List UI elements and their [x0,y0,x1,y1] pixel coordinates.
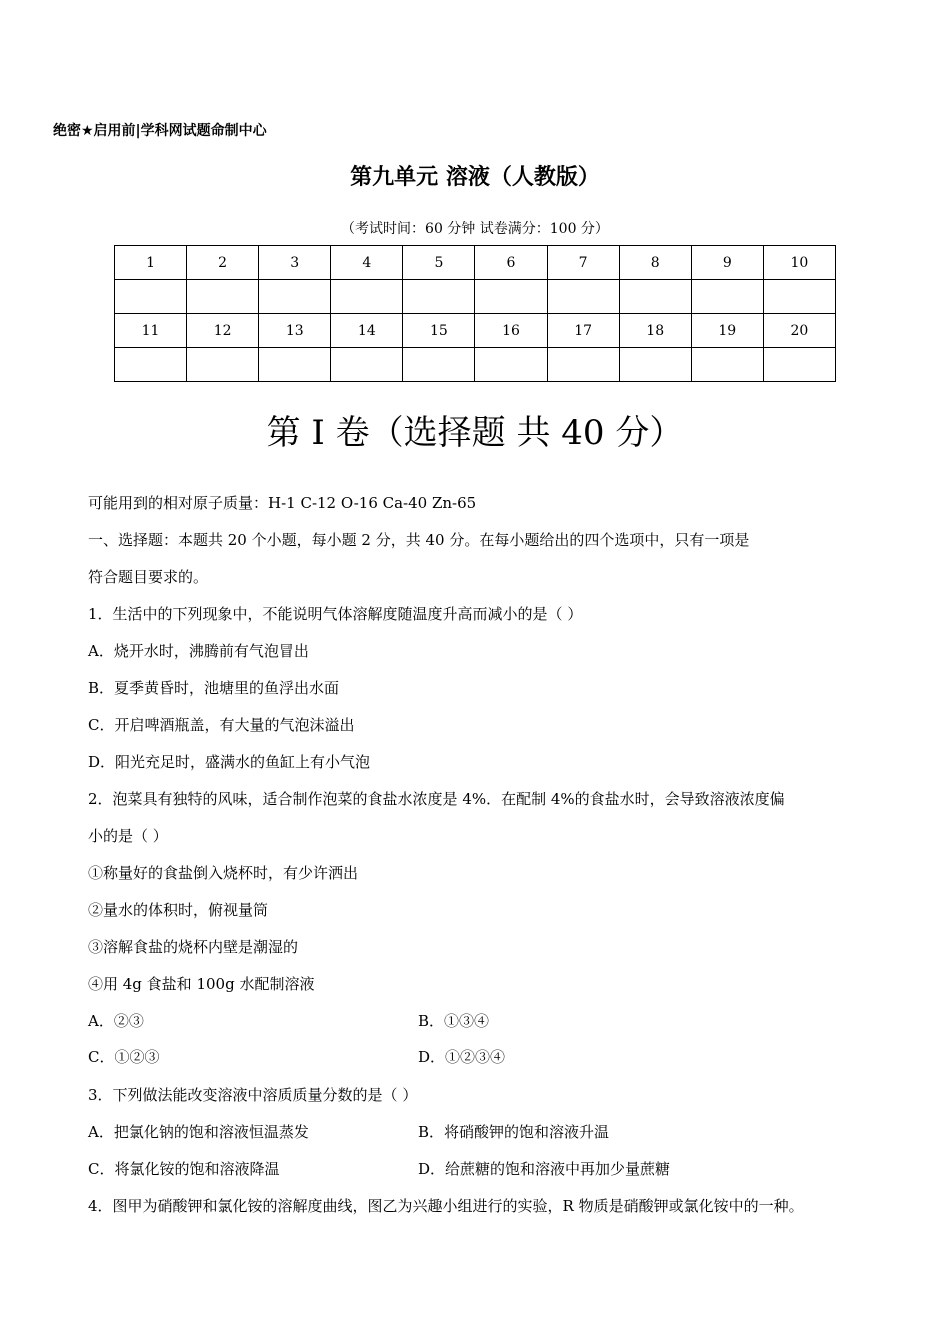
grid-number-cell: 1 [115,246,187,280]
question-2-statement-2: ②量水的体积时，俯视量筒 [88,901,269,919]
answer-cell[interactable] [115,348,187,382]
grid-number-cell: 2 [187,246,259,280]
question-2-stem-line-2: 小的是（ ） [88,827,168,845]
confidential-header: 绝密★启用前|学科网试题命制中心 [53,123,267,139]
question-3-stem: 3．下列做法能改变溶液中溶质质量分数的是（ ） [88,1086,418,1104]
question-2-stem-line-1: 2．泡菜具有独特的风味，适合制作泡菜的食盐水浓度是 4%．在配制 4%的食盐水时，会导致溶液浓度偏 [88,790,785,808]
grid-number-cell: 19 [691,314,763,348]
answer-cell[interactable] [547,348,619,382]
answer-cell[interactable] [691,280,763,314]
grid-number-cell: 18 [619,314,691,348]
answer-cell[interactable] [763,348,835,382]
answer-cell[interactable] [691,348,763,382]
grid-number-cell: 4 [331,246,403,280]
grid-number-cell: 9 [691,246,763,280]
grid-number-cell: 16 [475,314,547,348]
answer-cell[interactable] [475,348,547,382]
exam-info: （考试时间：60 分钟 试卷满分：100 分） [341,221,609,237]
question-2-statement-1: ①称量好的食盐倒入烧杯时，有少许洒出 [88,864,359,882]
section-title: 第 I 卷（选择题 共 40 分） [266,413,684,453]
answer-cell[interactable] [475,280,547,314]
answer-cell[interactable] [403,348,475,382]
atomic-masses: 可能用到的相对原子质量：H-1 C-12 O-16 Ca-40 Zn-65 [88,494,477,512]
answer-cell[interactable] [619,348,691,382]
question-3-option-c: C．将氯化铵的饱和溶液降温 [88,1160,280,1178]
question-3-option-d: D．给蔗糖的饱和溶液中再加少量蔗糖 [418,1160,671,1178]
answer-cell[interactable] [619,280,691,314]
instructions-line-1: 一、选择题：本题共 20 个小题，每小题 2 分，共 40 分。在每小题给出的四个选项中，只有一项是 [88,531,750,549]
page-title: 第九单元 溶液（人教版） [350,165,600,190]
answer-cell[interactable] [331,280,403,314]
answer-cell[interactable] [763,280,835,314]
answer-cell[interactable] [259,280,331,314]
answer-cell[interactable] [187,280,259,314]
grid-number-cell: 5 [403,246,475,280]
question-2-statement-3: ③溶解食盐的烧杯内壁是潮湿的 [88,938,299,956]
answer-grid-answer-row [115,280,836,314]
question-1-option-b: B．夏季黄昏时，池塘里的鱼浮出水面 [88,679,340,697]
question-2-option-a: A．②③ [88,1012,144,1030]
question-2-option-d: D．①②③④ [418,1048,506,1066]
grid-number-cell: 6 [475,246,547,280]
question-3-option-b: B．将硝酸钾的饱和溶液升温 [418,1123,610,1141]
question-2-statement-4: ④用 4g 食盐和 100g 水配制溶液 [88,975,315,993]
answer-cell[interactable] [115,280,187,314]
grid-number-cell: 13 [259,314,331,348]
answer-cell[interactable] [547,280,619,314]
question-2-option-c: C．①②③ [88,1048,160,1066]
answer-cell[interactable] [259,348,331,382]
answer-grid-numbers-row [115,314,836,348]
grid-number-cell: 10 [763,246,835,280]
question-1-stem: 1．生活中的下列现象中，不能说明气体溶解度随温度升高而减小的是（ ） [88,605,583,623]
question-1-option-c: C．开启啤酒瓶盖，有大量的气泡沫溢出 [88,716,355,734]
answer-grid-numbers-row [115,246,836,280]
grid-number-cell: 17 [547,314,619,348]
instructions-line-2: 符合题目要求的。 [88,568,209,586]
grid-number-cell: 14 [331,314,403,348]
grid-number-cell: 8 [619,246,691,280]
question-1-option-d: D．阳光充足时，盛满水的鱼缸上有小气泡 [88,753,371,771]
grid-number-cell: 12 [187,314,259,348]
answer-grid [114,245,836,382]
question-2-option-b: B．①③④ [418,1012,490,1030]
question-1-option-a: A．烧开水时，沸腾前有气泡冒出 [88,642,309,660]
grid-number-cell: 15 [403,314,475,348]
answer-grid-answer-row [115,348,836,382]
answer-cell[interactable] [403,280,475,314]
grid-number-cell: 7 [547,246,619,280]
grid-number-cell: 3 [259,246,331,280]
grid-number-cell: 20 [763,314,835,348]
answer-cell[interactable] [331,348,403,382]
grid-number-cell: 11 [115,314,187,348]
question-4-stem: 4．图甲为硝酸钾和氯化铵的溶解度曲线，图乙为兴趣小组进行的实验，R 物质是硝酸钾或氯化铵中的一种。 [88,1197,804,1215]
answer-cell[interactable] [187,348,259,382]
question-3-option-a: A．把氯化钠的饱和溶液恒温蒸发 [88,1123,309,1141]
